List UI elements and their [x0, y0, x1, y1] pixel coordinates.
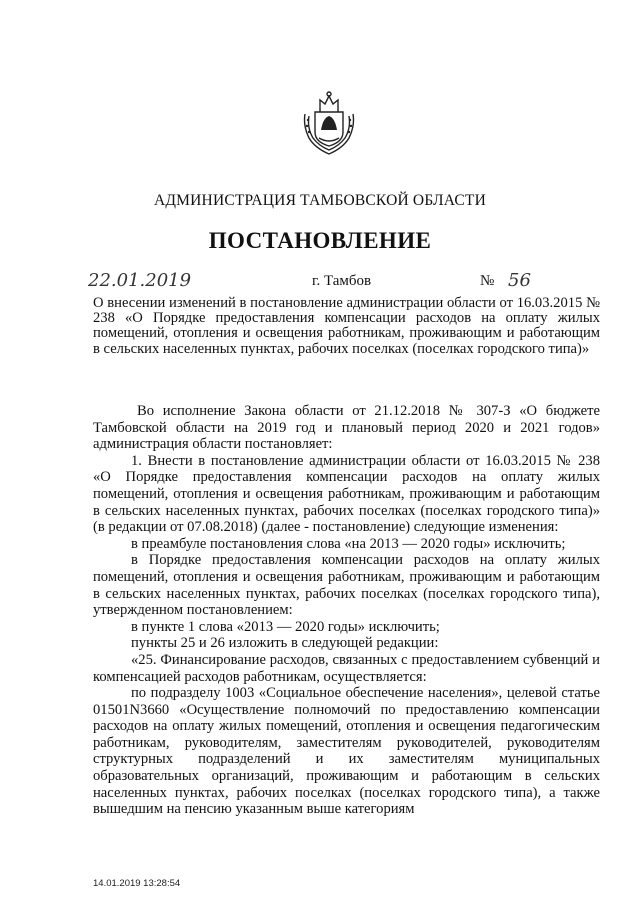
- paragraph: пункты 25 и 26 изложить в следующей редакции:: [131, 635, 439, 652]
- document-meta: [0, 270, 640, 296]
- print-timestamp: 14.01.2019 13:28:54: [93, 878, 181, 889]
- paragraph: 1. Внести в постановление администрации области от 16.03.2015 № 238 «О Порядке предоставления компенсации расходов на оплату жилых помещений, отопления и освещения работникам, проживающим и работающим в сельских населенных пунктах, рабочих поселках (поселках городского типа)» (в редакции от 07.08.2018) (далее - постановление) следующие изменения:: [93, 452, 600, 536]
- paragraph: по подразделу 1003 «Социальное обеспечение населения», целевой статье 01501N3660 «Осуществление полномочий по предоставлению компенсации расходов на оплату жилых помещений, отопления и освещения педагогическим работникам, руководителям, заместителям руководителей, руководителям структурных подразделений и их заместителям муниципальных образовательных организаций, проживающим и работающим в сельских населенных пунктах, рабочих поселках (поселках городского типа), а также вышедшим на пенсию указанным выше категориям: [93, 685, 600, 818]
- document-type: ПОСТАНОВЛЕНИЕ: [208, 228, 432, 253]
- organization-name: АДМИНИСТРАЦИЯ ТАМБОВСКОЙ ОБЛАСТИ: [154, 192, 486, 209]
- paragraph: в Порядке предоставления компенсации расходов на оплату жилых помещений, отопления и освещения работникам, проживающим и работающим в сельских населенных пунктах, рабочих поселках (поселках городского типа), утвержденном постановлением:: [93, 552, 600, 619]
- handwritten-date: 22.01.2019: [88, 270, 192, 291]
- document-body: [93, 374, 600, 818]
- coat-of-arms-icon: [299, 86, 359, 158]
- document-title: О внесении изменений в постановление администрации области от 16.03.2015 № 238 «О Порядке предоставления компенсации расходов на оплату жилых помещений, отопления и освещения работникам, проживающим и работающим в сельских населенных пунктах, рабочих поселках (поселках городского типа)»: [93, 295, 600, 357]
- city-name: г. Тамбов: [312, 273, 372, 289]
- paragraph: в преамбуле постановления слова «на 2013 — 2020 годы» исключить;: [131, 535, 566, 552]
- paragraph: «25. Финансирование расходов, связанных с предоставлением субвенций и компенсацией расходов работникам, осуществляется:: [93, 651, 600, 685]
- handwritten-number: 56: [508, 270, 531, 291]
- number-sign: №: [480, 273, 495, 289]
- paragraph: Во исполнение Закона области от 21.12.2018 № 307-З «О бюджете Тамбовской области на 2019 год и плановый период 2020 и 2021 годов» администрация области постановляет:: [93, 403, 600, 453]
- paragraph: в пункте 1 слова «2013 — 2020 годы» исключить;: [131, 618, 440, 635]
